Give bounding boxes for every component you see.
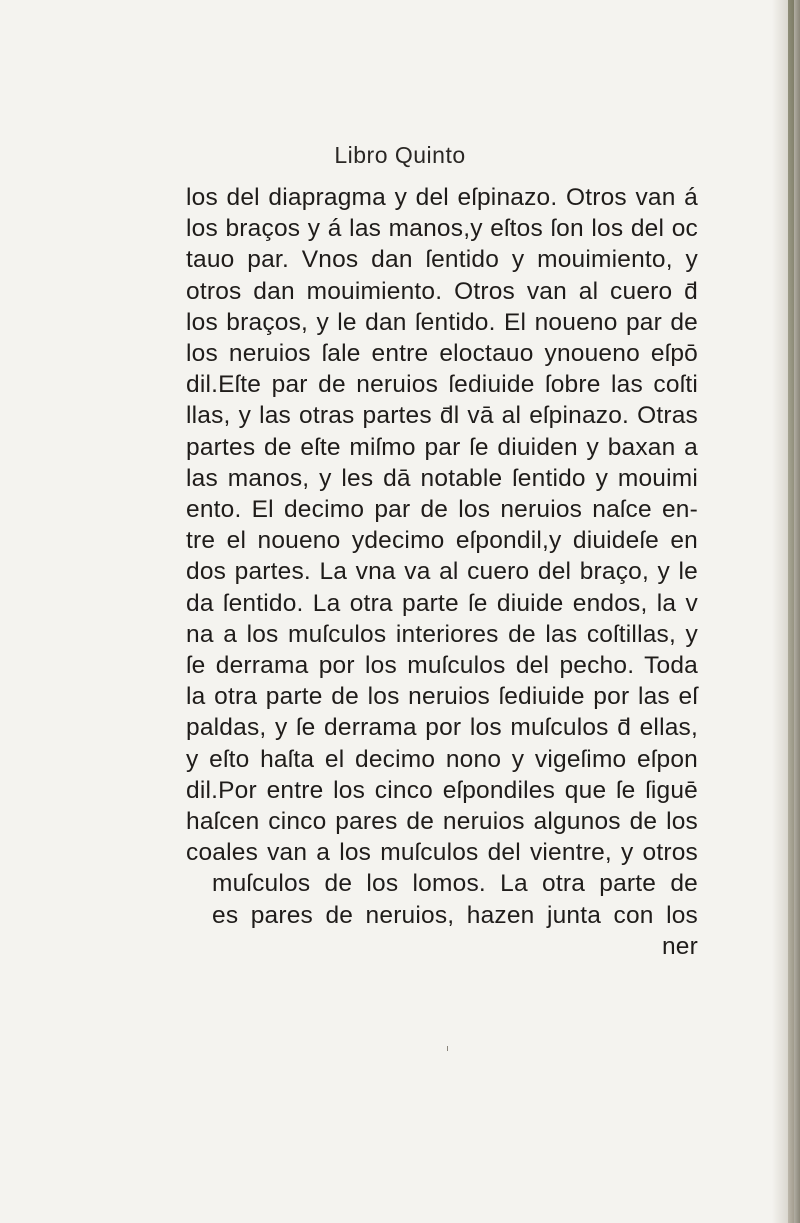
catchword: ner	[661, 932, 698, 960]
paper-speck	[447, 1046, 448, 1051]
text-line: los neruios ſale entre eloctauo ynoueno eſpō	[186, 340, 698, 368]
text-line: llas, y las otras partes d̄l vā al eſpinazo. Otras	[186, 402, 698, 430]
text-line: es pares de neruios, hazen junta con los	[212, 901, 698, 929]
page-edge-shadow	[772, 0, 800, 1223]
text-line: tre el noueno ydecimo eſpondil,y diuideſe en	[186, 527, 698, 555]
text-line: otros dan mouimiento. Otros van al cuero d̄	[186, 277, 698, 305]
text-line: paldas, y ſe derrama por los muſculos d̄ ellas,	[186, 714, 698, 742]
text-line: las manos, y les dā notable ſentido y mouimi	[186, 464, 698, 492]
text-line: tauo par. Vnos dan ſentido y mouimiento, y	[186, 246, 698, 274]
running-header: Libro Quinto	[334, 142, 466, 168]
text-line: dos partes. La vna va al cuero del braço, y le	[186, 558, 698, 586]
text-line: muſculos de los lomos. La otra parte de	[212, 870, 698, 898]
text-line: la otra parte de los neruios ſediuide por las eſ	[186, 683, 698, 711]
text-line: los braços, y le dan ſentido. El noueno par de	[186, 308, 698, 336]
text-line: haſcen cinco pares de neruios algunos de los	[186, 808, 698, 836]
text-line: los del diapragma y del eſpinazo. Otros van á	[186, 184, 698, 211]
text-line: partes de eſte miſmo par ſe diuiden y baxan a	[186, 433, 698, 461]
page-edge-strip	[788, 0, 794, 1223]
text-line: ento. El decimo par de los neruios naſce en-	[186, 496, 698, 524]
text-line: coales van a los muſculos del vientre, y otros	[186, 839, 698, 867]
text-line: y eſto haſta el decimo nono y vigeſimo eſpon	[186, 745, 698, 773]
text-line: dil.Por entre los cinco eſpondiles que ſe ſiguē	[186, 776, 698, 804]
text-line: dil.Eſte par de neruios ſediuide ſobre las coſti	[186, 371, 698, 399]
text-line: los braços y á las manos,y eſtos ſon los del oc	[186, 215, 698, 243]
body-text	[186, 182, 698, 962]
text-line: ſe derrama por los muſculos del pecho. Toda	[186, 652, 698, 680]
text-line: na a los muſculos interiores de las coſtillas, y	[186, 620, 698, 648]
text-line: da ſentido. La otra parte ſe diuide endos, la v	[186, 589, 698, 617]
